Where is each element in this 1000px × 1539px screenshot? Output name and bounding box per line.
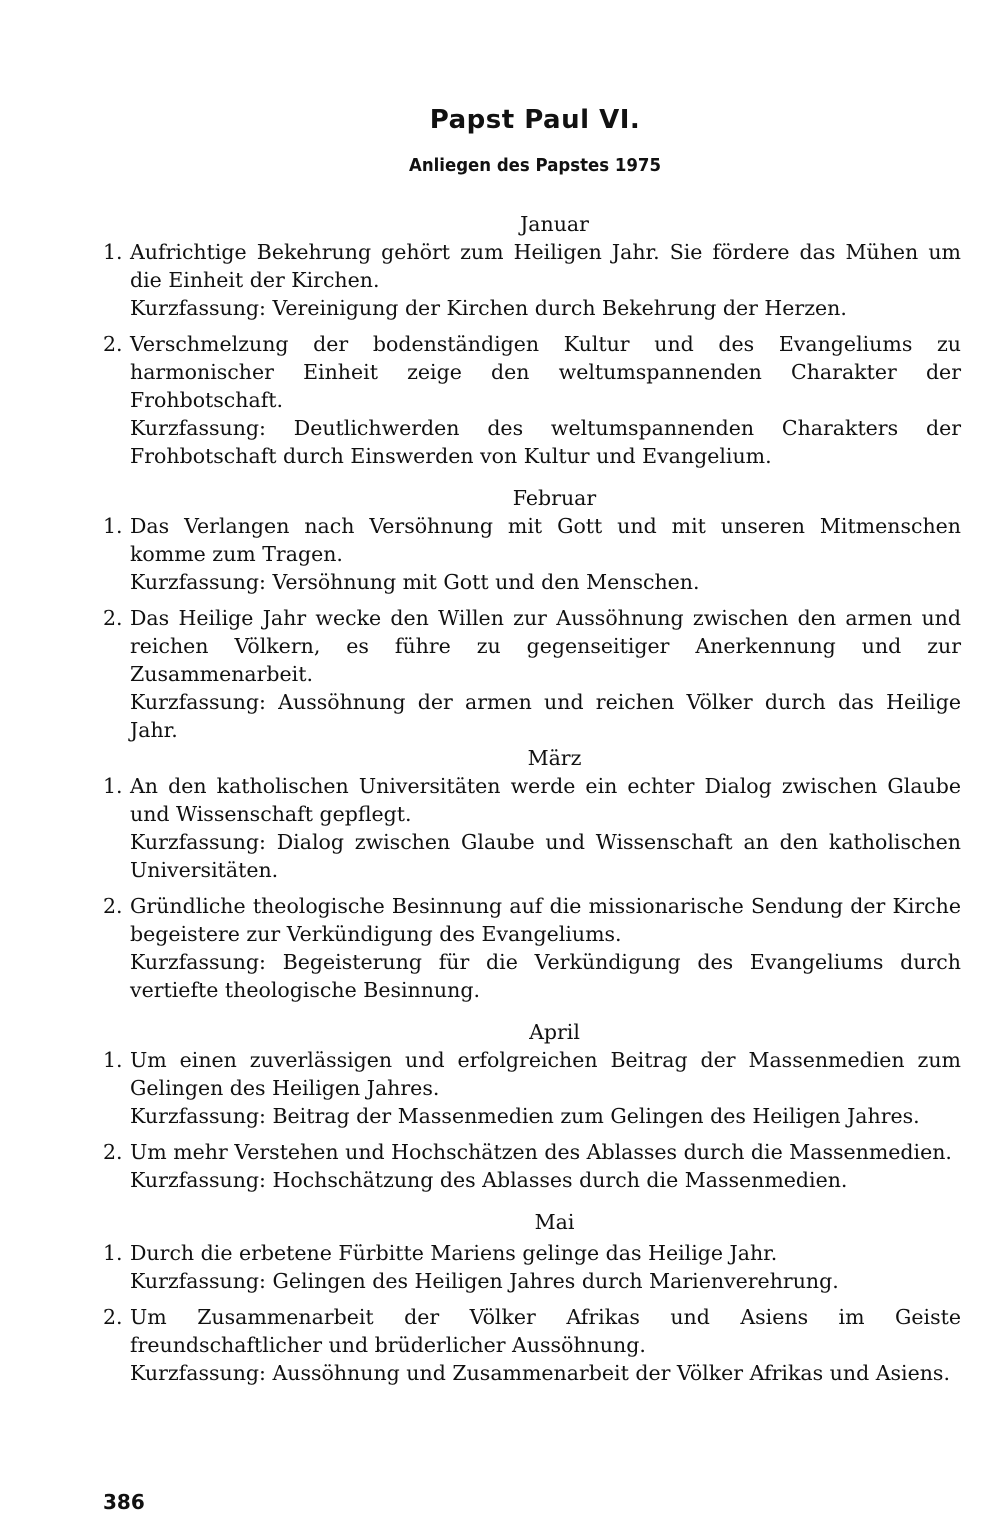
- item-text: An den katholischen Universitäten werde ein echter Dialog zwischen Glaube und Wissenschaft gepflegt.: [130, 774, 961, 826]
- list-item: [103, 772, 961, 884]
- month-heading-mai: Mai: [534, 1210, 575, 1234]
- item-summary: Kurzfassung: Aussöhnung und Zusammenarbeit der Völker Afrikas und Asiens.: [130, 1361, 950, 1385]
- item-summary: Kurzfassung: Deutlichwerden des weltumspannenden Charakters der Frohbotschaft durch Einswerden von Kultur und Evangelium.: [130, 416, 961, 468]
- document-body: [103, 210, 961, 1387]
- item-text: Das Heilige Jahr wecke den Willen zur Aussöhnung zwischen den armen und reichen Völkern, es führe zu gegenseitiger Anerkennung und zur Zusammenarbeit.: [130, 606, 961, 686]
- list-item: [103, 1046, 961, 1130]
- item-number: 1.: [103, 774, 123, 798]
- list-item: [103, 1138, 961, 1194]
- item-text: Um einen zuverlässigen und erfolgreichen Beitrag der Massenmedien zum Gelingen des Heiligen Jahres.: [130, 1048, 961, 1100]
- list-item: [103, 604, 961, 744]
- item-summary: Kurzfassung: Dialog zwischen Glaube und Wissenschaft an den katholischen Universitäten.: [130, 830, 961, 882]
- item-number: 2.: [103, 1305, 123, 1329]
- page-title: Papst Paul VI.: [429, 105, 641, 135]
- list-item: [103, 892, 961, 1004]
- item-text: Um mehr Verstehen und Hochschätzen des Ablasses durch die Massenmedien.: [130, 1140, 952, 1164]
- item-text: Um Zusammenarbeit der Völker Afrikas und Asiens im Geiste freundschaftlicher und brüderlicher Aussöhnung.: [130, 1305, 961, 1357]
- list-item: [103, 330, 961, 470]
- list-item: [103, 238, 961, 322]
- list-item: [103, 1303, 961, 1387]
- item-text: Durch die erbetene Fürbitte Mariens gelinge das Heilige Jahr.: [130, 1241, 778, 1265]
- item-text: Verschmelzung der bodenständigen Kultur und des Evangeliums zu harmonischer Einheit zeige den weltumspannenden Charakter der Frohbotschaft.: [130, 332, 961, 412]
- page-subtitle: Anliegen des Papstes 1975: [409, 155, 661, 176]
- item-summary: Kurzfassung: Versöhnung mit Gott und den Menschen.: [130, 570, 700, 594]
- list-item: [103, 512, 961, 596]
- item-number: 1.: [103, 514, 123, 538]
- month-heading-april: April: [529, 1020, 580, 1044]
- item-summary: Kurzfassung: Beitrag der Massenmedien zum Gelingen des Heiligen Jahres.: [130, 1104, 920, 1128]
- month-heading-maerz: März: [527, 746, 582, 770]
- page-number: 386: [103, 1490, 145, 1514]
- item-summary: Kurzfassung: Vereinigung der Kirchen durch Bekehrung der Herzen.: [130, 296, 847, 320]
- item-number: 2.: [103, 894, 123, 918]
- item-text: Aufrichtige Bekehrung gehört zum Heiligen Jahr. Sie fördere das Mühen um die Einheit der Kirchen.: [130, 240, 961, 292]
- item-summary: Kurzfassung: Aussöhnung der armen und reichen Völker durch das Heilige Jahr.: [130, 690, 961, 742]
- item-text: Das Verlangen nach Versöhnung mit Gott und mit unseren Mitmenschen komme zum Tragen.: [130, 514, 961, 566]
- list-item: [103, 1239, 961, 1295]
- month-heading-januar: Januar: [520, 212, 589, 236]
- item-summary: Kurzfassung: Hochschätzung des Ablasses durch die Massenmedien.: [130, 1168, 848, 1192]
- month-heading-februar: Februar: [512, 486, 597, 510]
- item-summary: Kurzfassung: Begeisterung für die Verkündigung des Evangeliums durch vertiefte theologische Besinnung.: [130, 950, 961, 1002]
- item-number: 1.: [103, 1048, 123, 1072]
- item-number: 2.: [103, 1140, 123, 1164]
- item-number: 1.: [103, 240, 123, 264]
- item-summary: Kurzfassung: Gelingen des Heiligen Jahres durch Marienverehrung.: [130, 1269, 839, 1293]
- item-number: 1.: [103, 1241, 123, 1265]
- item-number: 2.: [103, 606, 123, 630]
- item-text: Gründliche theologische Besinnung auf die missionarische Sendung der Kirche begeistere zur Verkündigung des Evangeliums.: [130, 894, 961, 946]
- item-number: 2.: [103, 332, 123, 356]
